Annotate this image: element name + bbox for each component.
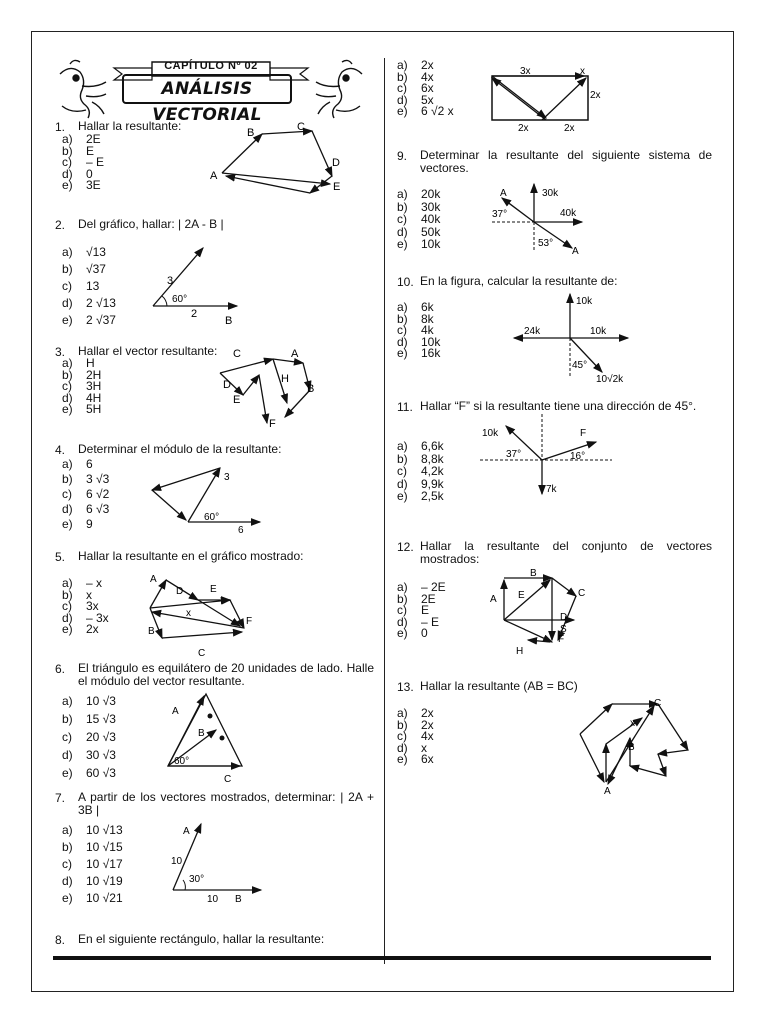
option[interactable]: a) √13 bbox=[62, 245, 106, 259]
svg-text:40k: 40k bbox=[560, 208, 577, 219]
svg-text:B: B bbox=[628, 742, 635, 753]
option[interactable]: d) – 3x bbox=[62, 610, 109, 625]
svg-text:45°: 45° bbox=[572, 360, 588, 371]
svg-text:2x: 2x bbox=[590, 90, 601, 101]
svg-text:B: B bbox=[198, 728, 205, 739]
option[interactable]: e) 2x bbox=[62, 622, 99, 636]
svg-text:A: A bbox=[150, 574, 157, 585]
q4-text: Determinar el módulo de la resultante: bbox=[78, 442, 282, 456]
svg-text:10k: 10k bbox=[576, 296, 593, 307]
q12-options bbox=[397, 582, 446, 640]
option[interactable]: b) 10 √15 bbox=[62, 840, 123, 854]
svg-text:B: B bbox=[530, 568, 537, 579]
option[interactable]: d) 9,9k bbox=[397, 476, 444, 491]
q7-options bbox=[62, 822, 123, 907]
option[interactable]: a) 6,6k bbox=[397, 439, 444, 453]
option[interactable]: b) E bbox=[62, 143, 95, 158]
svg-text:37°: 37° bbox=[506, 449, 522, 460]
q7-text: A partir de los vectores mostrados, determinar: | 2A + 3B | bbox=[78, 790, 374, 817]
svg-text:30k: 30k bbox=[542, 188, 559, 199]
figure-q3 bbox=[215, 345, 330, 430]
option[interactable]: e) 2 √37 bbox=[62, 313, 116, 327]
q9-number: 9. bbox=[397, 149, 408, 163]
svg-text:E: E bbox=[210, 584, 217, 595]
figure-q4 bbox=[148, 462, 263, 537]
q3-text: Hallar el vector resultante: bbox=[78, 344, 218, 358]
q13-number: 13. bbox=[397, 680, 414, 694]
svg-text:24k: 24k bbox=[524, 326, 541, 337]
svg-text:D: D bbox=[560, 612, 568, 623]
option[interactable]: b) 2x bbox=[397, 717, 434, 732]
q8-options bbox=[397, 60, 454, 118]
svg-text:A: A bbox=[183, 826, 190, 837]
svg-text:2x: 2x bbox=[518, 123, 529, 134]
mascot-left-illustration bbox=[60, 60, 106, 118]
svg-text:H: H bbox=[281, 373, 289, 385]
svg-text:A: A bbox=[604, 786, 611, 797]
q12-number: 12. bbox=[397, 540, 414, 554]
page-title: ANÁLISIS VECTORIAL bbox=[152, 79, 262, 125]
column-divider bbox=[384, 58, 385, 964]
option[interactable]: c) 3x bbox=[62, 599, 99, 613]
q10-text: En la figura, calcular la resultante de: bbox=[420, 274, 618, 288]
svg-text:16°: 16° bbox=[570, 451, 586, 462]
svg-text:C: C bbox=[224, 774, 232, 785]
svg-text:x: x bbox=[186, 608, 191, 619]
figure-q12 bbox=[486, 566, 590, 658]
svg-text:6: 6 bbox=[238, 525, 244, 536]
q5-options bbox=[62, 578, 109, 636]
option[interactable]: c) 20 √3 bbox=[62, 730, 116, 744]
q4-options bbox=[62, 457, 109, 532]
svg-text:60°: 60° bbox=[174, 756, 190, 767]
option[interactable]: c) – E bbox=[62, 155, 105, 169]
option[interactable]: b) 2E bbox=[397, 591, 436, 606]
option[interactable]: b) 8k bbox=[397, 311, 434, 326]
option[interactable]: a) 10 √3 bbox=[62, 694, 116, 708]
svg-text:D: D bbox=[332, 157, 340, 169]
option[interactable]: c) 4,2k bbox=[397, 464, 444, 478]
figure-q7 bbox=[165, 818, 270, 906]
figure-q11 bbox=[478, 412, 616, 498]
option[interactable]: a) H bbox=[62, 356, 95, 370]
svg-text:60°: 60° bbox=[172, 294, 188, 305]
option[interactable]: b) 30k bbox=[397, 199, 441, 214]
figure-q2 bbox=[145, 240, 255, 330]
q2-options bbox=[62, 244, 116, 329]
svg-text:E: E bbox=[233, 394, 241, 406]
svg-text:3: 3 bbox=[224, 472, 230, 483]
svg-text:10: 10 bbox=[171, 856, 183, 867]
q4-number: 4. bbox=[55, 443, 66, 457]
page-frame bbox=[31, 31, 734, 992]
svg-text:x: x bbox=[580, 66, 585, 77]
svg-text:F: F bbox=[246, 616, 253, 627]
option[interactable]: a) 2x bbox=[397, 58, 434, 72]
svg-text:E: E bbox=[333, 181, 341, 193]
mascot-right-illustration bbox=[316, 60, 362, 118]
option[interactable]: e) 0 bbox=[397, 626, 428, 640]
option[interactable]: a) 20k bbox=[397, 187, 441, 201]
option[interactable]: a) 10 √13 bbox=[62, 823, 123, 837]
figure-q10 bbox=[510, 290, 640, 385]
svg-text:D: D bbox=[223, 379, 231, 391]
option[interactable]: d) 5x bbox=[397, 92, 434, 107]
svg-text:B: B bbox=[247, 127, 255, 139]
option[interactable]: d) – E bbox=[397, 614, 440, 629]
q3-options bbox=[62, 358, 101, 416]
svg-text:2: 2 bbox=[191, 308, 198, 320]
svg-text:7k: 7k bbox=[546, 484, 557, 495]
figure-q13 bbox=[572, 692, 697, 800]
option[interactable]: c) 3H bbox=[62, 379, 102, 393]
svg-text:B: B bbox=[225, 315, 233, 327]
svg-text:C: C bbox=[297, 121, 305, 133]
q11-number: 11. bbox=[397, 400, 413, 414]
option[interactable]: e) 5H bbox=[62, 402, 102, 416]
svg-text:x: x bbox=[630, 718, 635, 729]
svg-text:A: A bbox=[490, 594, 497, 605]
option[interactable]: a) – 2E bbox=[397, 580, 446, 594]
option[interactable]: a) 2E bbox=[62, 132, 101, 146]
svg-text:2x: 2x bbox=[564, 123, 575, 134]
svg-text:C: C bbox=[198, 648, 206, 659]
svg-text:D: D bbox=[176, 586, 184, 597]
q9-options bbox=[397, 188, 440, 251]
option[interactable]: d) 4H bbox=[62, 390, 102, 405]
svg-text:F: F bbox=[558, 634, 565, 645]
figure-q8 bbox=[484, 64, 604, 136]
q1-text: Hallar la resultante: bbox=[78, 119, 182, 133]
option[interactable]: e) 60 √3 bbox=[62, 766, 116, 780]
q1-number: 1. bbox=[55, 120, 66, 134]
figure-q5 bbox=[140, 570, 265, 660]
option[interactable]: c) E bbox=[397, 603, 430, 617]
option[interactable]: e) 6x bbox=[397, 752, 434, 766]
figure-q1 bbox=[200, 118, 360, 206]
q8-text: En el siguiente rectángulo, hallar la resultante: bbox=[78, 932, 325, 946]
svg-text:E: E bbox=[518, 590, 525, 601]
svg-text:F: F bbox=[580, 428, 587, 439]
option[interactable]: b) √37 bbox=[62, 262, 106, 276]
option[interactable]: d) 10k bbox=[397, 334, 441, 349]
option[interactable]: e) 9 bbox=[62, 517, 93, 531]
option[interactable]: b) 3 √3 bbox=[62, 472, 110, 486]
q3-number: 3. bbox=[55, 345, 66, 359]
chapter-label: CAPÍTULO Nº 02 bbox=[164, 60, 258, 72]
option[interactable]: c) 4x bbox=[397, 729, 434, 743]
option[interactable]: d) 2 √13 bbox=[62, 296, 116, 310]
q13-text: Hallar la resultante (AB = BC) bbox=[420, 679, 578, 693]
option[interactable]: d) 50k bbox=[397, 224, 441, 239]
option[interactable]: a) 2x bbox=[397, 706, 434, 720]
q6-options bbox=[62, 692, 116, 782]
svg-text:A: A bbox=[572, 246, 579, 257]
svg-text:A: A bbox=[210, 170, 218, 182]
svg-text:30°: 30° bbox=[189, 874, 205, 885]
q12-text: Hallar la resultante del conjunto de vectores mostrados: bbox=[420, 539, 712, 566]
svg-text:3: 3 bbox=[167, 275, 174, 287]
title-box bbox=[122, 74, 292, 125]
option[interactable]: d) x bbox=[397, 740, 427, 755]
q1-options bbox=[62, 134, 104, 192]
option[interactable]: b) 4x bbox=[397, 69, 434, 84]
svg-text:60°: 60° bbox=[204, 512, 220, 523]
option[interactable]: c) 4k bbox=[397, 323, 434, 337]
option[interactable]: b) 8,8k bbox=[397, 451, 444, 466]
option[interactable]: a) – x bbox=[62, 576, 103, 590]
q5-text: Hallar la resultante en el gráfico mostrado: bbox=[78, 549, 304, 563]
q6-text: El triángulo es equilátero de 20 unidades de lado. Halle el módulo del vector resultante. bbox=[78, 661, 374, 688]
option[interactable]: e) 10 √21 bbox=[62, 891, 123, 905]
q11-text: Hallar “F” si la resultante tiene una dirección de 45°. bbox=[420, 399, 697, 413]
figure-q9 bbox=[490, 180, 590, 260]
svg-text:F: F bbox=[269, 418, 276, 430]
svg-text:37°: 37° bbox=[492, 209, 508, 220]
option[interactable]: b) 15 √3 bbox=[62, 712, 116, 726]
svg-text:10: 10 bbox=[207, 894, 219, 905]
q11-options bbox=[397, 440, 444, 503]
svg-text:10k: 10k bbox=[590, 326, 607, 337]
q7-number: 7. bbox=[55, 791, 66, 805]
svg-text:A: A bbox=[172, 706, 179, 717]
svg-text:S: S bbox=[560, 624, 567, 635]
option[interactable]: e) 16k bbox=[397, 346, 441, 360]
svg-text:B: B bbox=[307, 383, 315, 395]
option[interactable]: b) x bbox=[62, 587, 92, 602]
option[interactable]: c) 6x bbox=[397, 81, 434, 95]
q13-options bbox=[397, 708, 434, 766]
svg-text:C: C bbox=[233, 348, 241, 360]
q2-number: 2. bbox=[55, 218, 66, 232]
option[interactable]: e) 10k bbox=[397, 237, 441, 251]
q2-text: Del gráfico, hallar: | 2A - B | bbox=[78, 217, 224, 231]
option[interactable]: d) 30 √3 bbox=[62, 748, 116, 762]
svg-text:B: B bbox=[148, 626, 155, 637]
q6-number: 6. bbox=[55, 662, 66, 676]
q5-number: 5. bbox=[55, 550, 66, 564]
option[interactable]: c) 10 √17 bbox=[62, 857, 123, 871]
option[interactable]: b) 2H bbox=[62, 367, 102, 382]
option[interactable]: e) 2,5k bbox=[397, 489, 444, 503]
option[interactable]: c) 13 bbox=[62, 279, 100, 293]
svg-text:3x: 3x bbox=[520, 66, 531, 77]
q10-number: 10. bbox=[397, 275, 414, 289]
svg-text:C: C bbox=[654, 698, 662, 709]
svg-text:10√2k: 10√2k bbox=[596, 374, 624, 385]
option[interactable]: d) 10 √19 bbox=[62, 874, 123, 888]
svg-text:H: H bbox=[516, 646, 524, 657]
svg-text:10k: 10k bbox=[482, 428, 499, 439]
option[interactable]: a) 6 bbox=[62, 457, 93, 471]
svg-text:A: A bbox=[291, 348, 299, 360]
bottom-rule bbox=[53, 956, 711, 960]
option[interactable]: e) 6 √2 x bbox=[397, 104, 454, 118]
option[interactable]: c) 6 √2 bbox=[62, 487, 110, 501]
svg-text:C: C bbox=[578, 588, 586, 599]
option[interactable]: e) 3E bbox=[62, 178, 101, 192]
option[interactable]: d) 0 bbox=[62, 166, 93, 181]
q10-options bbox=[397, 302, 440, 360]
svg-text:B: B bbox=[235, 894, 242, 905]
figure-q6 bbox=[160, 690, 260, 790]
option[interactable]: d) 6 √3 bbox=[62, 502, 110, 516]
q8-number: 8. bbox=[55, 933, 66, 947]
option[interactable]: c) 40k bbox=[397, 212, 441, 226]
option[interactable]: a) 6k bbox=[397, 300, 434, 314]
svg-text:53°: 53° bbox=[538, 238, 554, 249]
q9-text: Determinar la resultante del siguiente sistema de vectores. bbox=[420, 148, 712, 175]
svg-text:A: A bbox=[500, 188, 507, 199]
